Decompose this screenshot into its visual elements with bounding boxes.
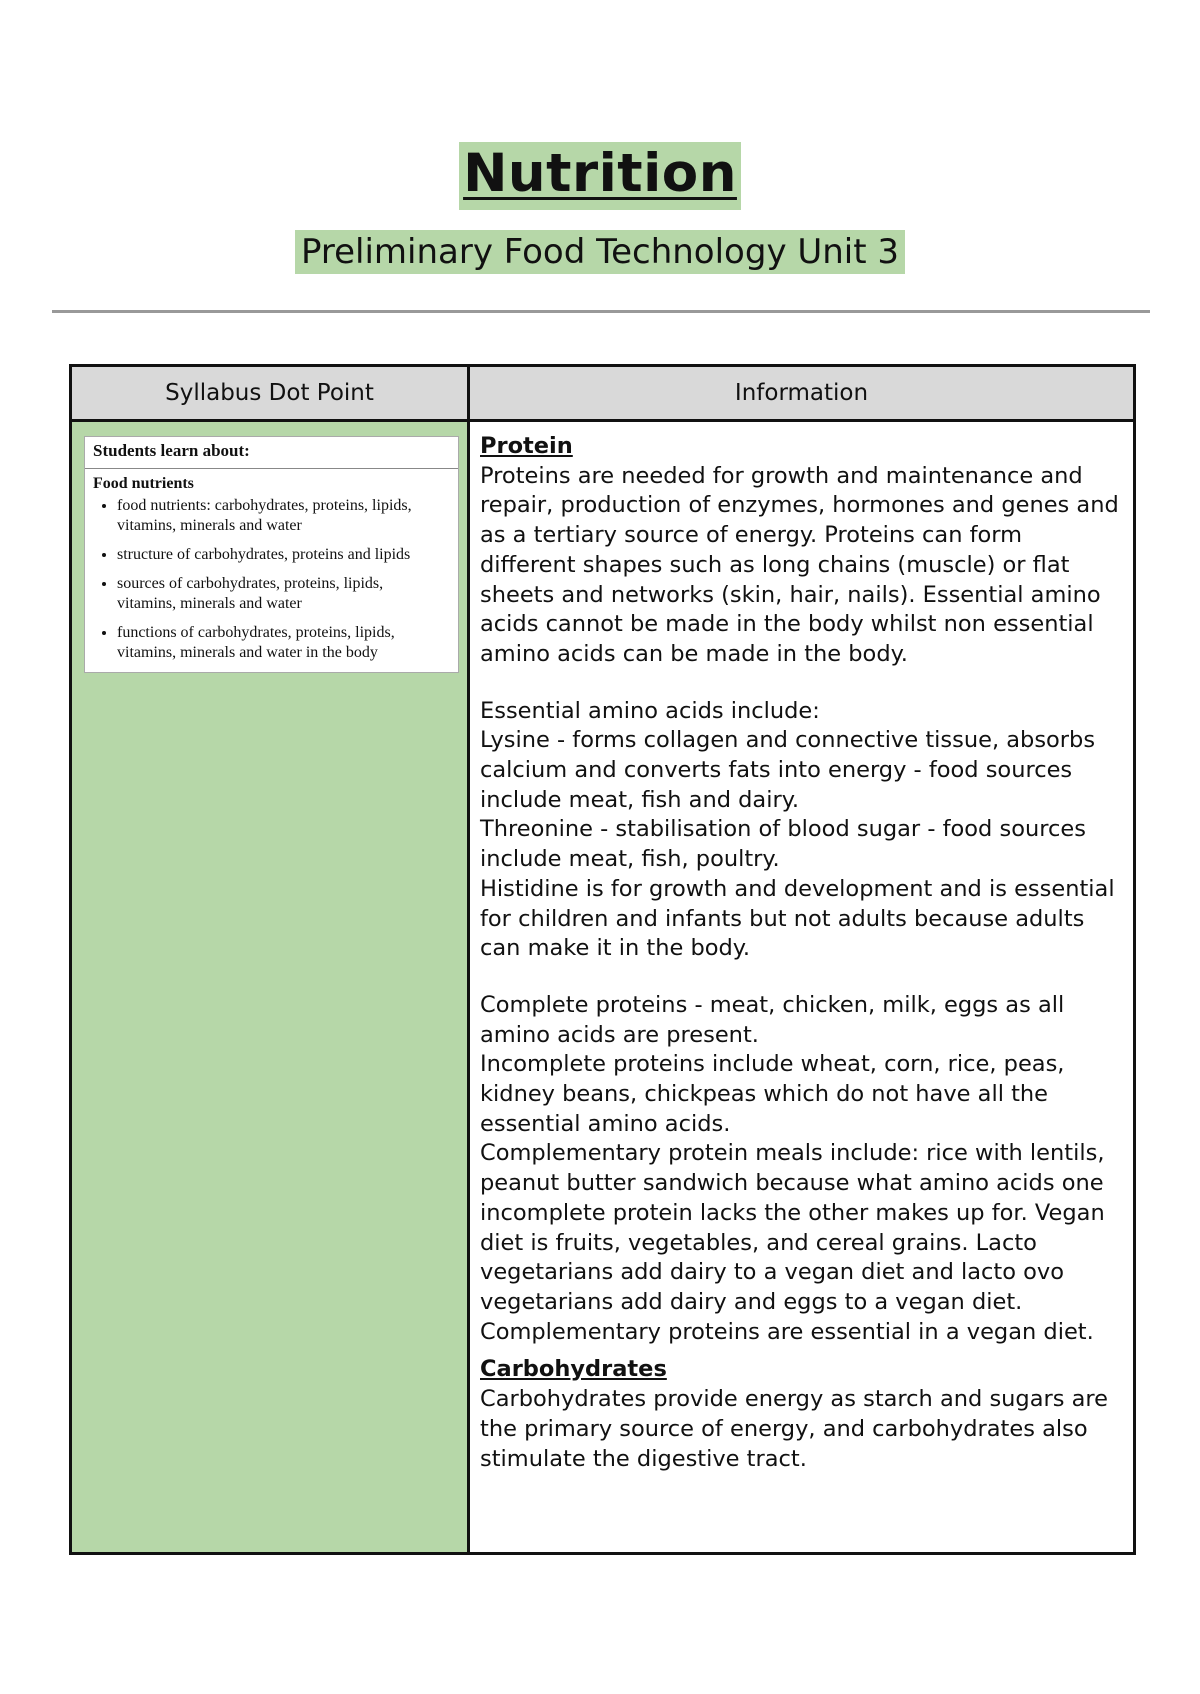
title-wrap [0,142,1200,210]
information-text [480,432,1123,1474]
syllabus-item: • structure of carbohydrates, proteins and lipids [117,545,458,565]
syllabus-subheading: Food nutrients [93,475,194,492]
syllabus-item: • food nutrients: carbohydrates, proteins, lipids, vitamins, minerals and water [117,496,458,536]
page-subtitle: Preliminary Food Technology Unit 3 [295,230,905,274]
col-header-syllabus: Syllabus Dot Point [71,366,469,421]
protein-heading: Protein [480,433,573,459]
protein-paragraph: Proteins are needed for growth and maintenance and repair, production of enzymes, hormones and genes and as a tertiary source of energy. Proteins can form different shapes such as long chains (muscle) or flat sheets and networks (skin, hair, nails). Essential amino acids cannot be made in the body whilst non essential amino acids can be made in the body. [480,462,1119,667]
spacer [480,964,1123,991]
information-cell [469,421,1135,1554]
syllabus-item: • sources of carbohydrates, proteins, lipids, vitamins, minerals and water [117,574,458,614]
carbohydrates-heading: Carbohydrates [480,1356,667,1383]
nutrition-table [69,364,1136,1555]
complete-proteins-text: Complete proteins - meat, chicken, milk, eggs as all amino acids are present. [480,991,1065,1048]
histidine-text: Histidine is for growth and development and is essential for children and infants but not adults because adults can make it in the body. [480,875,1115,962]
complementary-proteins-text: Complementary protein meals include: rice with lentils, peanut butter sandwich because what amino acids one incomplete protein lacks the other makes up for. Vegan diet is fruits, vegetables, and cereal grains. Lacto vegetarians add dairy to a vegan diet and lacto ovo vegetarians add dairy and eggs to a vegan diet. Complementary proteins are essential in a vegan diet. [480,1140,1105,1345]
lysine-text: Lysine - forms collagen and connective tissue, absorbs calcium and converts fats into energy - food sources include meat, fish and dairy. [480,727,1096,813]
page-title: Nutrition [459,142,741,210]
table-row [71,421,1135,1554]
col-header-information: Information [469,366,1135,421]
spacer [480,1347,1123,1355]
essential-intro: Essential amino acids include: [480,697,820,724]
spacer [480,670,1123,697]
horizontal-rule [52,310,1150,313]
subtitle-wrap [0,230,1200,274]
syllabus-box [84,436,459,673]
threonine-text: Threonine - stabilisation of blood sugar - food sources include meat, fish, poultry. [480,816,1086,873]
syllabus-item: • functions of carbohydrates, proteins, lipids, vitamins, minerals and water in the body [117,623,458,663]
carbohydrates-paragraph: Carbohydrates provide energy as starch and sugars are the primary source of energy, and carbohydrates also stimulate the digestive tract. [480,1386,1109,1472]
syllabus-cell [71,421,469,1554]
syllabus-heading: Students learn about: [85,437,458,469]
incomplete-proteins-text: Incomplete proteins include wheat, corn, rice, peas, kidney beans, chickpeas which do not have all the essential amino acids. [480,1051,1065,1137]
table-header-row [71,366,1135,421]
syllabus-list [85,496,458,663]
